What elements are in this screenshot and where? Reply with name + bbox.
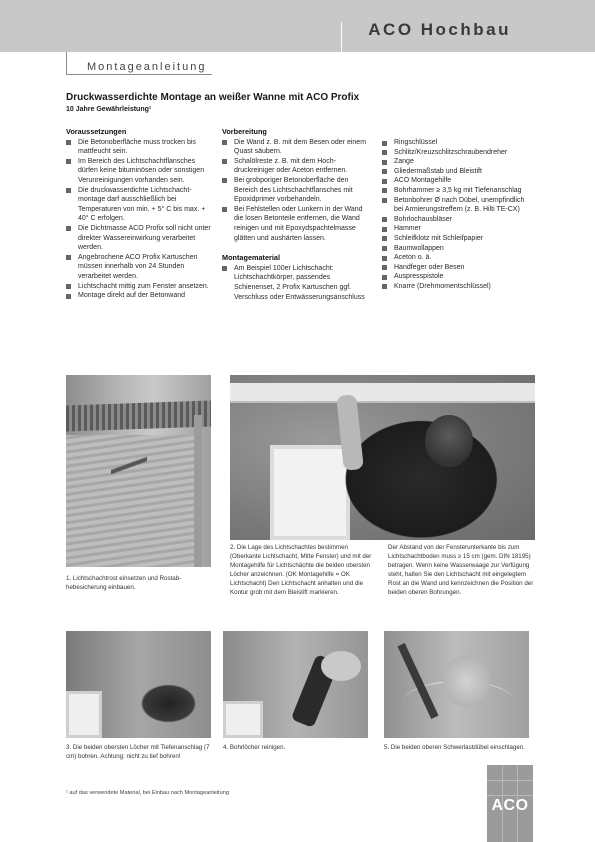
photo-anchor-insertion [384, 631, 529, 738]
photo-worker-head [425, 415, 473, 467]
photo-drill [136, 681, 201, 726]
list-item: Bohrlochausbläser [382, 215, 532, 225]
list-item: Ringschlüssel [382, 138, 532, 148]
list-item: Die Betonoberfläche muss trocken bis mattfeucht sein. [66, 138, 216, 157]
section-label: Montageanleitung [87, 61, 207, 73]
list-item: Knarre (Drehmomentschlüssel) [382, 282, 532, 292]
photo-grate [66, 400, 211, 431]
list-item: ACO Montagehilfe [382, 176, 532, 186]
brand-title: ACO Hochbau [368, 20, 511, 39]
photo-safety-chain [111, 440, 147, 500]
list-item: Im Bereich des Lichtschachtflansches dürfen keine bituminösen oder sonstigen Verunreinigungen vorhanden sein. [66, 157, 216, 186]
list-item: Bohrhammer ≥ 3,5 kg mit Tiefenanschlag [382, 186, 532, 196]
list-item: Am Beispiel 100er Lichtschacht: Lichtschachtkörper, passendes Schienenset, 2 Profix Kartuschen ggf. Verschluss oder Entwässerungsanschluss [222, 264, 372, 302]
montagematerial-list [222, 264, 372, 302]
list-item: Gliedermaßstab und Bleistift [382, 167, 532, 177]
list-item: Schleifklotz mit Schleifpapier [382, 234, 532, 244]
aco-logo [487, 765, 533, 842]
photo-hand [439, 651, 494, 711]
logo-grid-line [487, 795, 533, 796]
caption-step-2: 2. Die Lage des Lichtschachtes bestimmen (Oberkante Lichtschacht, Mitte Fenster) und mit der Montagehilfe für Lichtschächte die beiden obersten Löcher anzeichnen. (OK Montagehilfe = OK Lichtschacht) Den Lichtschacht anhalten und die Kontur grob mit dem Bleistift markieren. [230, 544, 372, 596]
vorbereitung-list [222, 138, 372, 244]
voraussetzungen-list [66, 138, 216, 301]
list-item: Die Wand z. B. mit dem Besen oder einem Quast säubern. [222, 138, 372, 157]
list-item: Lichtschacht mittig zum Fenster ansetzen. [66, 282, 216, 292]
list-item: Bei Fehlstellen oder Lunkern in der Wand die losen Betonteile entfernen, die Wand reinigen und mit Epoxydspachtelmasse glätten und aushärten lassen. [222, 205, 372, 243]
list-item: Schlitz/Kreuzschlitzschraubendreher [382, 148, 532, 158]
photo-window [66, 691, 102, 738]
caption-step-3: 3. Die beiden obersten Löcher mit Tiefenanschlag (7 cm) bohren. Achtung: nicht zu tief bohren! [66, 744, 210, 760]
list-item: Betonbohrer Ø nach Dübel, unempfindlich bei Armierungstreffern (z. B. Hilti TE-CX) [382, 196, 532, 215]
list-item: Hammer [382, 224, 532, 234]
spacer [222, 243, 372, 253]
section-divider-horizontal [66, 74, 212, 75]
section-divider-vertical [66, 52, 67, 74]
list-item: Angebrochene ACO Profix Kartuschen müssen innerhalb von 24 Stunden verarbeitet werden. [66, 253, 216, 282]
logo-text: ACO [491, 797, 529, 814]
caption-step-4: 4. Bohrlöcher reinigen. [223, 744, 286, 751]
list-item: Auspresspistole [382, 272, 532, 282]
photo-mounting-rail [230, 383, 535, 403]
montagematerial-heading: Montagematerial [222, 253, 280, 263]
list-item: Die druckwasserdichte Lichtschachtmontage darf ausschließlich bei Temperaturen von min. + 5° C bis max. + 40° C erfolgen. [66, 186, 216, 224]
list-item: Handfeger oder Besen [382, 263, 532, 273]
voraussetzungen-heading: Voraussetzungen [66, 127, 127, 136]
vorbereitung-section [222, 127, 372, 302]
werkzeug-list [382, 138, 532, 292]
caption-step-2-note: Der Abstand von der Fensterunterkante bis zum Lichtschachtboden muss ≥ 15 cm (gem. DIN 18195) betragen. Wenn keine Wasserwaage zur Verfügung steht, halten Sie den Lichtschacht mit eingelegtem Rost an die Wand und kennzeichnen die Position der beiden oberen Bohrungen. [388, 544, 534, 596]
caption-step-1: 1. Lichtschachtrost einsetzen und Rostabhebesicherung einbauen. [66, 575, 182, 591]
photo-cleaning-holes [223, 631, 368, 738]
list-item: Zange [382, 157, 532, 167]
footnote: ¹ auf das verwendete Material, bei Einbau nach Montageanleitung [66, 790, 229, 796]
list-item: Montage direkt auf der Betonwand [66, 291, 216, 301]
list-item: Bei grobporiger Betonoberfläche den Bereich des Lichtschachtflansches mit Epoxidprimer vorbehandeln. [222, 176, 372, 205]
photo-grate-installation [66, 375, 211, 567]
caption-step-5: 5. Die beiden oberen Schwerlastdübel einschlagen. [384, 744, 526, 751]
vorbereitung-heading: Vorbereitung [222, 127, 267, 136]
photo-marking-position [230, 375, 535, 540]
photo-frame-edge [194, 415, 202, 567]
list-item: Schalölreste z. B. mit dem Hochdruckreiniger oder Aceton entfernen. [222, 157, 372, 176]
list-item: Aceton o. ä. [382, 253, 532, 263]
photo-hand [321, 651, 361, 681]
logo-grid-line [487, 780, 533, 781]
document-title: Druckwasserdichte Montage an weißer Wanne mit ACO Profix [66, 92, 360, 103]
photo-drilling [66, 631, 211, 738]
voraussetzungen-section [66, 127, 216, 301]
list-item: Die Dichtmasse ACO Profix soll nicht unter direkter Wassereinwirkung verarbeitet werden. [66, 224, 216, 253]
werkzeug-section [382, 138, 532, 292]
photo-window [223, 701, 263, 738]
document-subtitle: 10 Jahre Gewährleistung¹ [66, 106, 152, 113]
header-divider [341, 22, 342, 52]
list-item: Baumwollappen [382, 244, 532, 254]
